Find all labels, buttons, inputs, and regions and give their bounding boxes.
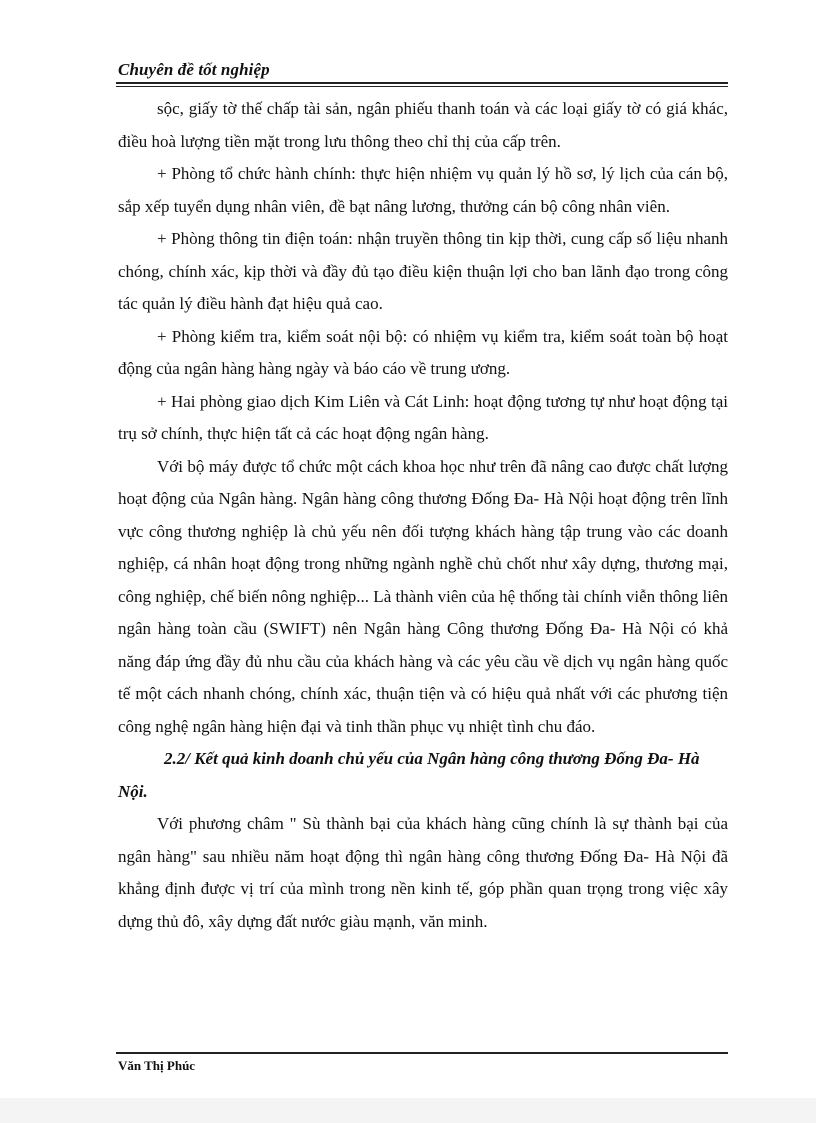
header-divider-thin [116, 86, 728, 87]
section-heading: 2.2/ Kết quả kinh doanh chủ yếu của Ngân hàng công thương Đống Đa- Hà Nội. [118, 749, 700, 801]
footer-divider [116, 1052, 728, 1054]
paragraph-admin-department: + Phòng tổ chức hành chính: thực hiện nhiệm vụ quản lý hồ sơ, lý lịch của cán bộ, sắp xếp tuyển dụng nhân viên, đề bạt nâng lương, thưởng cán bộ công nhân viên. [118, 164, 728, 216]
footer-author: Văn Thị Phúc [118, 1058, 196, 1073]
paragraph-continuation: sộc, giấy tờ thế chấp tài sản, ngân phiếu thanh toán và các loại giấy tờ có giá khác, điều hoà lượng tiền mặt trong lưu thông theo chỉ thị của cấp trên. [118, 99, 728, 151]
paragraph-audit-department: + Phòng kiểm tra, kiểm soát nội bộ: có nhiệm vụ kiểm tra, kiểm soát toàn bộ hoạt động của ngân hàng hàng ngày và báo cáo về trung ương. [118, 326, 728, 378]
paragraph-it-department: + Phòng thông tin điện toán: nhận truyền thông tin kịp thời, cung cấp số liệu nhanh chóng, chính xác, kịp thời và đầy đủ tạo điều kiện thuận lợi cho ban lãnh đạo trong công tác quản lý điều hành đạt hiệu quả cao. [118, 229, 728, 313]
header-title: Chuyên đề tốt nghiệp [118, 60, 270, 79]
paragraph-organization-summary: Với bộ máy được tổ chức một cách khoa học như trên đã nâng cao được chất lượng hoạt động của Ngân hàng. Ngân hàng công thương Đống Đa- Hà Nội hoạt động trên lĩnh vực công thương nghiệp là chủ yếu nên đối tượng khách hàng tập trung vào các doanh nghiệp, cá nhân hoạt động trong những ngành nghề chủ chốt như xây dựng, thương mại, công nghiệp, chế biến nông nghiệp... Là thành viên của hệ thống tài chính viễn thông liên ngân hàng toàn cầu (SWIFT) nên Ngân hàng Công thương Đống Đa- Hà Nội có khả năng đáp ứng đầy đủ nhu cầu của khách hàng và các yêu cầu về dịch vụ ngân hàng quốc tế một cách nhanh chóng, chính xác, thuận tiện và có hiệu quả nhất với các phương tiện công nghệ ngân hàng hiện đại và tinh thần phục vụ nhiệt tình chu đáo. [118, 456, 728, 736]
header-divider [116, 82, 728, 84]
page-bottom-band [0, 1098, 816, 1123]
document-body [118, 93, 728, 938]
paragraph-transaction-offices: + Hai phòng giao dịch Kim Liên và Cát Linh: hoạt động tương tự như hoạt động tại trụ sở chính, thực hiện tất cả các hoạt động ngân hàng. [118, 391, 728, 443]
paragraph-business-results: Với phương châm " Sù thành bại của khách hàng cũng chính là sự thành bại của ngân hàng" sau nhiều năm hoạt động thì ngân hàng công thương Đống Đa- Hà Nội đã khẳng định được vị trí của mình trong nền kinh tế, góp phần quan trọng trong việc xây dựng thủ đô, xây dựng đất nước giàu mạnh, văn minh. [118, 814, 728, 931]
